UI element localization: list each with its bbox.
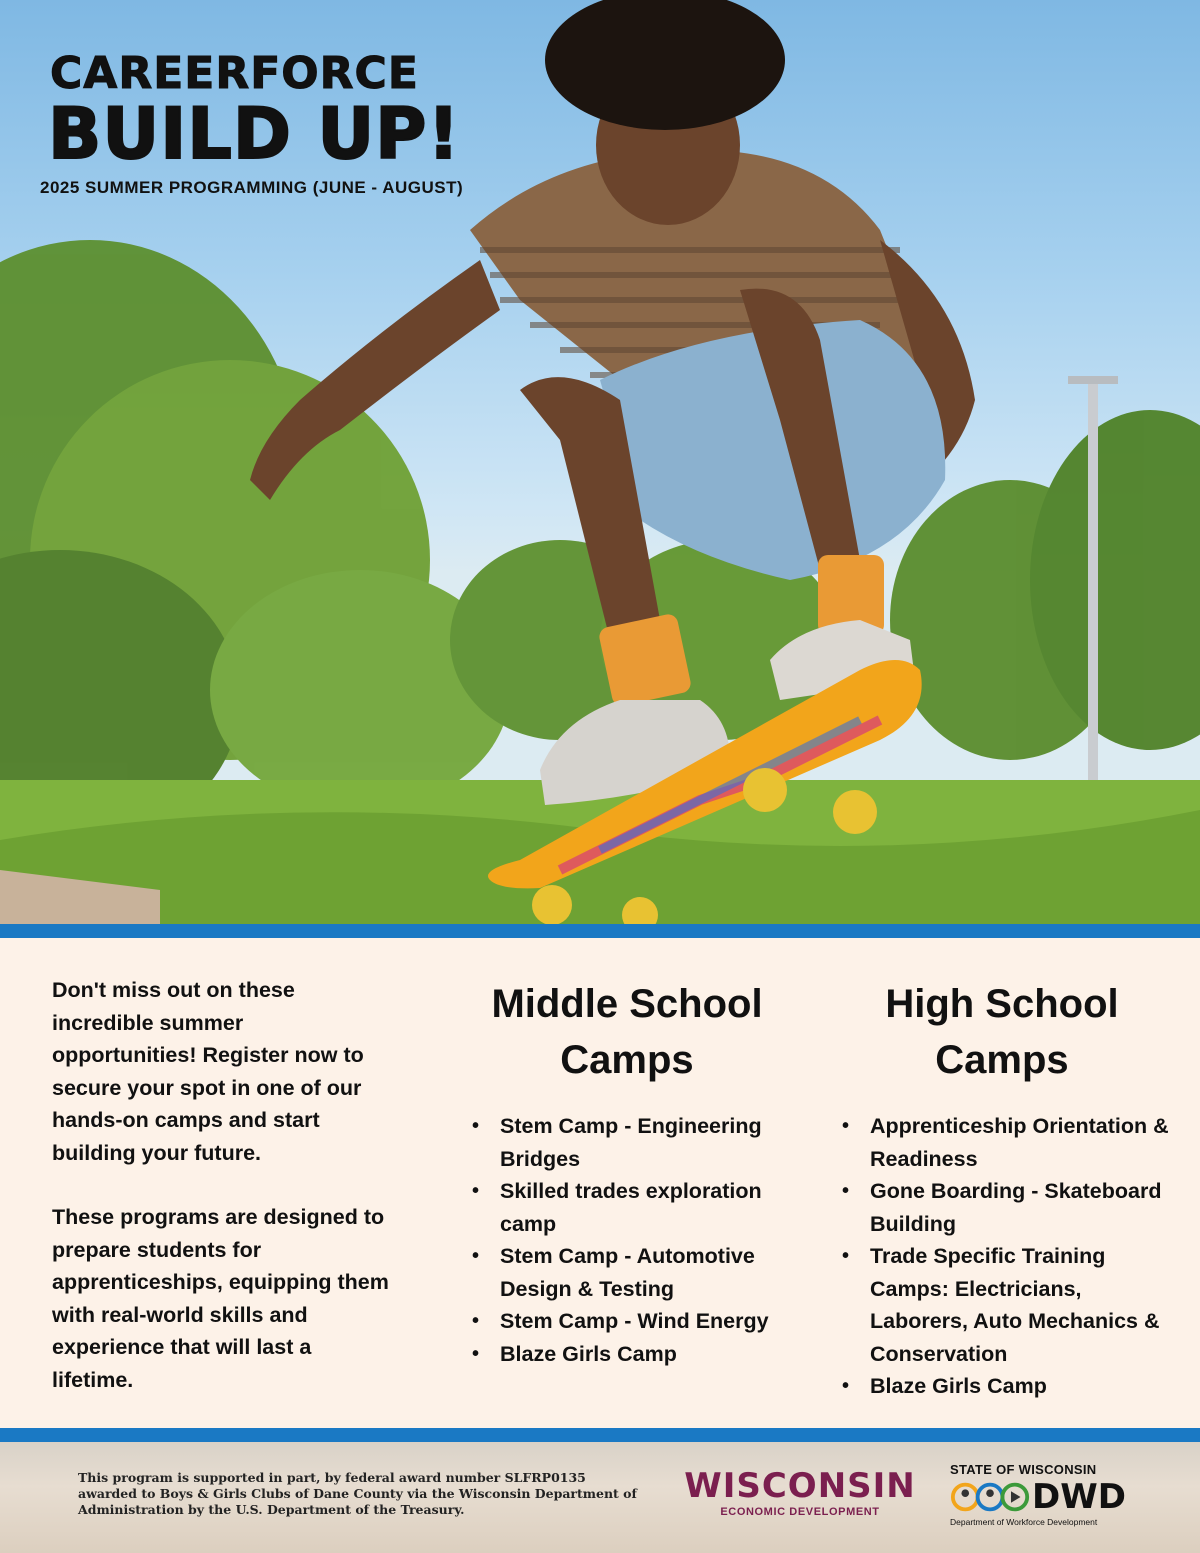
list-item: • Stem Camp - Wind Energy xyxy=(500,1305,792,1338)
bullet-icon: • xyxy=(472,1180,480,1202)
list-item: • Stem Camp - Engineering Bridges xyxy=(500,1110,792,1175)
list-item: • Blaze Girls Camp xyxy=(500,1338,792,1371)
list-item: • Gone Boarding - Skateboard Building xyxy=(870,1175,1172,1240)
funding-note: This program is supported in part, by federal award number SLFRP0135 awarded to Boys & Girls Clubs of Dane County via the Wisconsin Department of Administration by the U.S. Department of the Treasury. xyxy=(78,1470,637,1517)
bullet-icon: • xyxy=(842,1245,850,1267)
wedc-logo xyxy=(684,1466,916,1518)
camps-panel xyxy=(0,938,1200,1428)
wedc-logo-name: WISCONSIN xyxy=(684,1466,916,1506)
bullet-icon: • xyxy=(842,1180,850,1202)
bullet-icon: • xyxy=(472,1342,480,1365)
list-item: • Trade Specific Training Camps: Electricians, Laborers, Auto Mechanics & Conservation xyxy=(870,1240,1172,1370)
dwd-letters: DWD xyxy=(1032,1477,1126,1517)
middle-school-column xyxy=(462,976,792,1370)
list-item: • Blaze Girls Camp xyxy=(870,1370,1172,1403)
list-item: • Skilled trades exploration camp xyxy=(500,1175,792,1240)
bullet-icon: • xyxy=(472,1115,480,1137)
intro-paragraph-1: Don't miss out on these incredible summer opportunities! Register now to secure your spot in one of our hands-on camps and start building your future. xyxy=(52,978,364,1165)
bottom-divider-bar xyxy=(0,1428,1200,1442)
intro-paragraph-2: These programs are designed to prepare students for apprenticeships, equipping them with real-world skills and experience that will last a lifetime. xyxy=(52,1205,389,1392)
high-school-list xyxy=(832,1110,1172,1403)
bullet-icon: • xyxy=(472,1310,480,1332)
high-school-heading: High School Camps xyxy=(885,982,1119,1082)
intro-text xyxy=(52,974,392,1428)
list-item: • Stem Camp - Automotive Design & Testing xyxy=(500,1240,792,1305)
program-title-line1: CAREERFORCE xyxy=(50,48,419,99)
footer xyxy=(0,1442,1200,1553)
dwd-state-label: STATE OF WISCONSIN xyxy=(950,1462,1097,1477)
program-title-line2: BUILD UP! xyxy=(48,93,461,175)
bullet-icon: • xyxy=(842,1375,850,1397)
bullet-icon: • xyxy=(842,1115,850,1137)
list-item: • Apprenticeship Orientation & Readiness xyxy=(870,1110,1172,1175)
program-subtitle: 2025 SUMMER PROGRAMMING (JUNE - AUGUST) xyxy=(40,178,464,197)
dwd-department-label: Department of Workforce Development xyxy=(950,1517,1098,1527)
wedc-logo-subtitle: ECONOMIC DEVELOPMENT xyxy=(720,1506,880,1518)
bullet-icon: • xyxy=(472,1245,480,1267)
top-divider-bar xyxy=(0,924,1200,938)
middle-school-list xyxy=(462,1110,792,1370)
dwd-people-icon xyxy=(950,1481,1030,1513)
title-block xyxy=(40,50,463,198)
middle-school-heading: Middle School Camps xyxy=(491,982,763,1082)
high-school-column xyxy=(832,976,1172,1403)
dwd-logo xyxy=(950,1462,1126,1527)
